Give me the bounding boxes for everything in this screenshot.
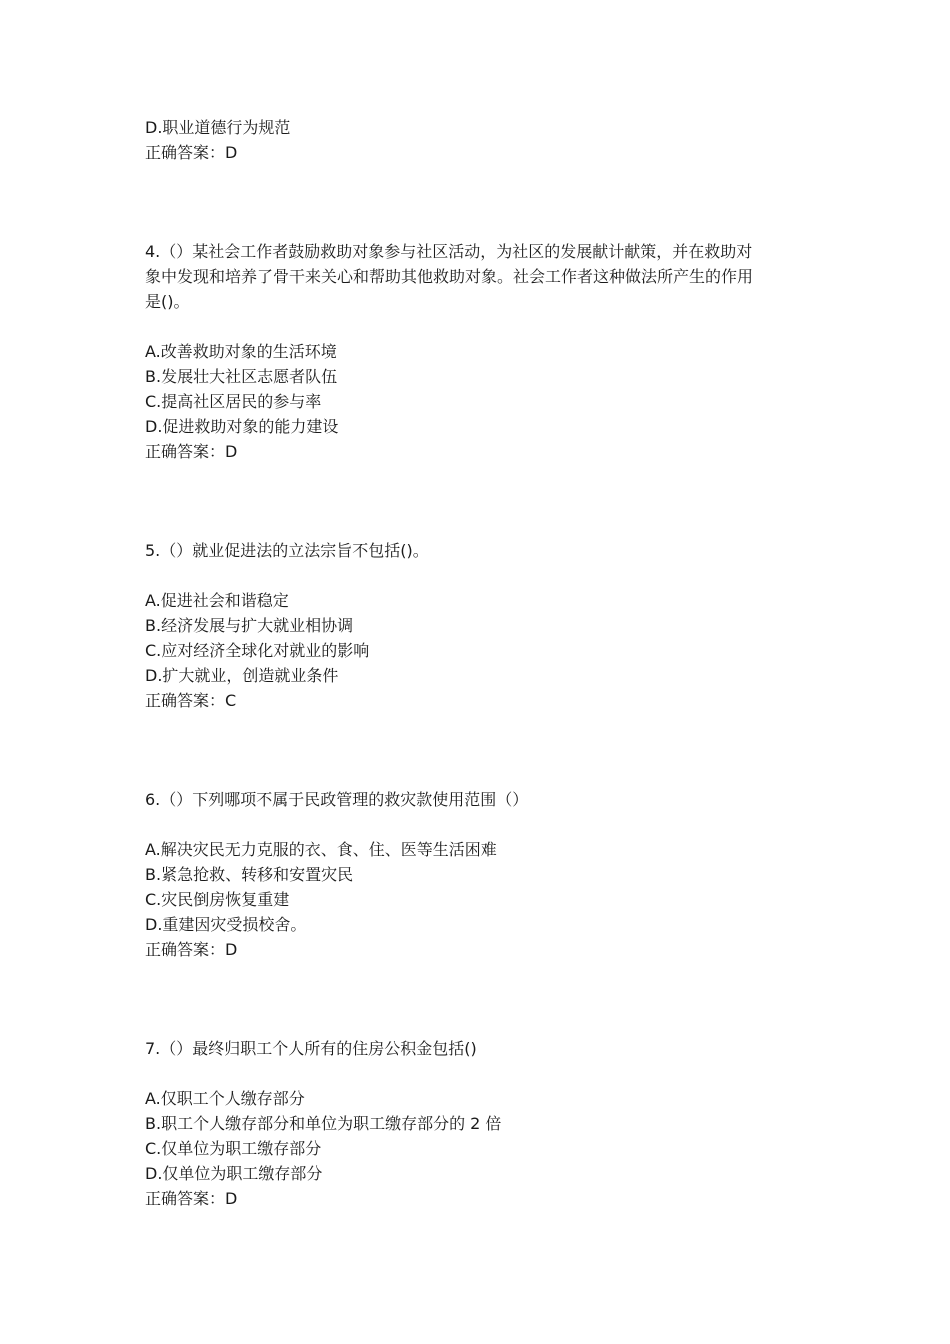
option-b: B.紧急抢救、转移和安置灾民 bbox=[145, 865, 354, 884]
option-c: C.应对经济全球化对就业的影响 bbox=[145, 641, 370, 660]
option-d: D.扩大就业，创造就业条件 bbox=[145, 666, 339, 685]
question-stem: 6.（）下列哪项不属于民政管理的救灾款使用范围（） bbox=[145, 790, 529, 809]
question-stem: 7.（）最终归职工个人所有的住房公积金包括() bbox=[145, 1039, 477, 1058]
option-a: A.解决灾民无力克服的衣、食、住、医等生活困难 bbox=[145, 840, 497, 859]
option-a: A.仅职工个人缴存部分 bbox=[145, 1089, 305, 1108]
option-b: B.经济发展与扩大就业相协调 bbox=[145, 616, 354, 635]
option-d: D.重建因灾受损校舍。 bbox=[145, 915, 307, 934]
option-d: D.促进救助对象的能力建设 bbox=[145, 417, 339, 436]
question-stem: 象中发现和培养了骨干来关心和帮助其他救助对象。社会工作者这种做法所产生的作用 bbox=[145, 267, 754, 286]
option-a: A.改善救助对象的生活环境 bbox=[145, 342, 337, 361]
option-c: C.灾民倒房恢复重建 bbox=[145, 890, 290, 909]
option-a: A.促进社会和谐稳定 bbox=[145, 591, 289, 610]
correct-answer: 正确答案：D bbox=[145, 940, 238, 959]
option-b: B.发展壮大社区志愿者队伍 bbox=[145, 367, 338, 386]
option-b: B.职工个人缴存部分和单位为职工缴存部分的 2 倍 bbox=[145, 1114, 502, 1133]
correct-answer: 正确答案：D bbox=[145, 1189, 238, 1208]
option-d: D.仅单位为职工缴存部分 bbox=[145, 1164, 323, 1183]
prev-option-d: D.职业道德行为规范 bbox=[145, 118, 291, 137]
question-stem: 5.（）就业促进法的立法宗旨不包括()。 bbox=[145, 541, 429, 560]
question-stem: 4.（）某社会工作者鼓励救助对象参与社区活动，为社区的发展献计献策，并在救助对 bbox=[145, 242, 753, 261]
correct-answer: 正确答案：D bbox=[145, 442, 238, 461]
question-stem: 是()。 bbox=[145, 292, 190, 311]
correct-answer: 正确答案：C bbox=[145, 691, 237, 710]
option-c: C.仅单位为职工缴存部分 bbox=[145, 1139, 322, 1158]
prev-answer: 正确答案：D bbox=[145, 143, 238, 162]
option-c: C.提高社区居民的参与率 bbox=[145, 392, 322, 411]
